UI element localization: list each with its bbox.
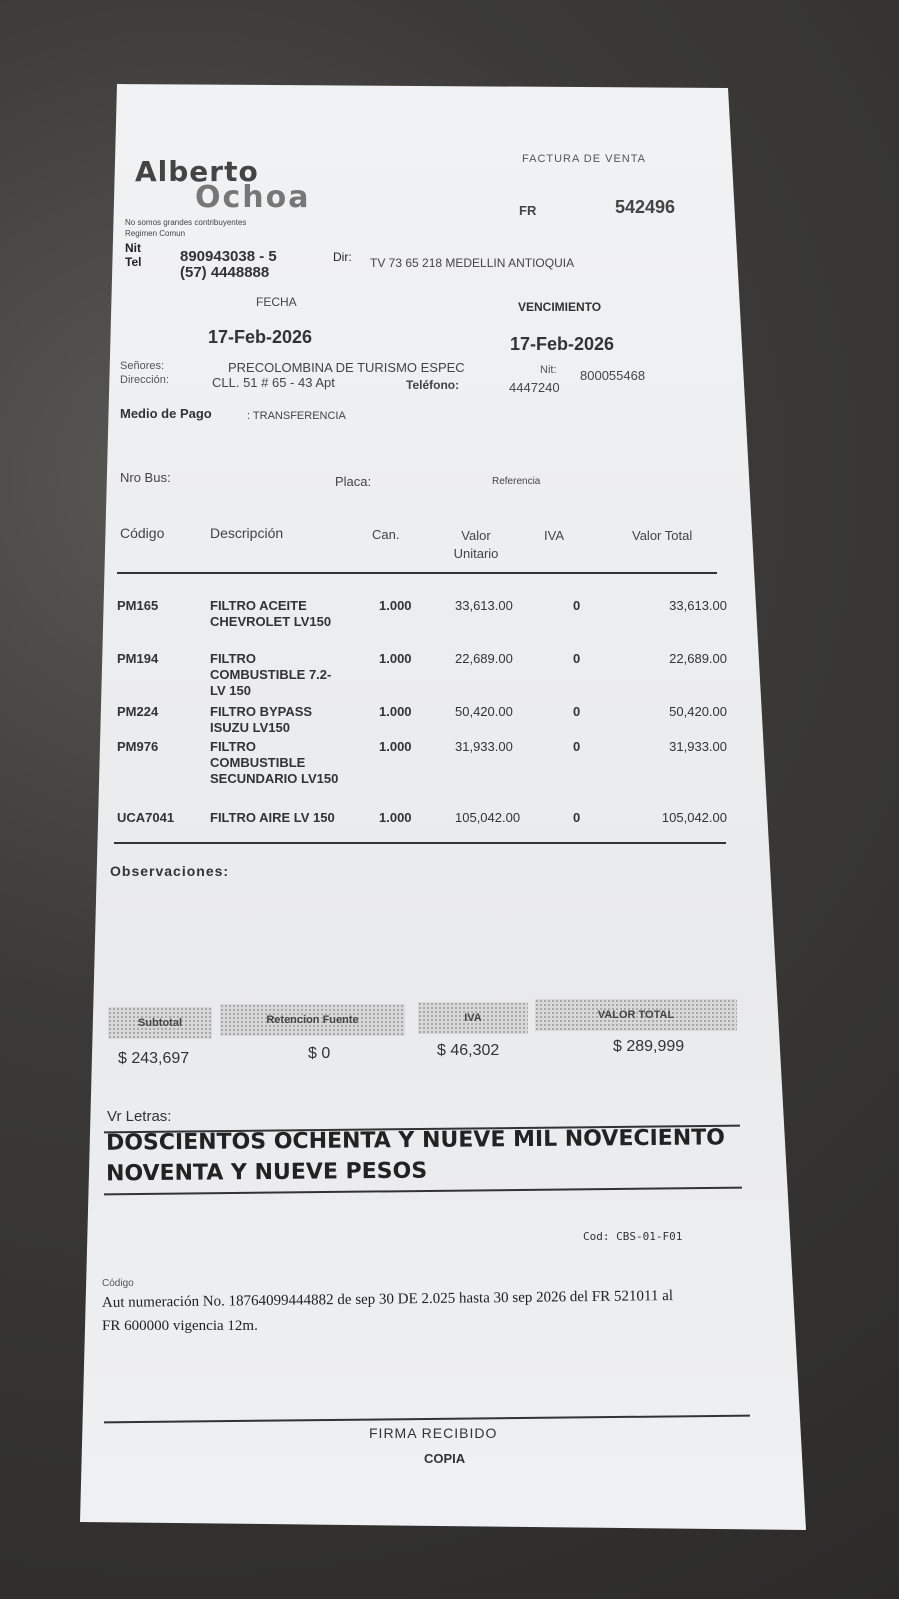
item-unit-price: 105,042.00 <box>455 810 521 825</box>
item-code: PM194 <box>117 651 159 666</box>
direccion-label: Dirección: <box>120 374 169 386</box>
col-header-valor-total: Valor Total <box>632 528 693 543</box>
col-header-iva: IVA <box>544 528 564 543</box>
nit-label: Nit <box>125 241 141 255</box>
fecha-label: FECHA <box>256 295 297 309</box>
item-quantity: 1.000 <box>379 739 412 754</box>
item-description: FILTRO AIRE LV 150 <box>210 810 335 825</box>
tel-label: Tel <box>125 255 142 269</box>
subtotal-value: $ 243,697 <box>118 1050 190 1067</box>
item-iva: 0 <box>573 739 581 754</box>
retencion-value: $ 0 <box>308 1045 331 1062</box>
item-unit-price: 22,689.00 <box>455 651 513 666</box>
item-quantity: 1.000 <box>379 704 412 719</box>
item-unit-price: 33,613.00 <box>455 598 513 613</box>
vencimiento-value: 17-Feb-2026 <box>510 334 615 354</box>
item-unit-price: 50,420.00 <box>455 704 513 719</box>
col-header-valor-unitario: Valor Unitario <box>453 528 499 561</box>
company-nit: 890943038 - 5 <box>180 248 277 265</box>
nro-bus-label: Nro Bus: <box>120 470 171 485</box>
col-header-codigo: Código <box>120 525 165 541</box>
item-iva: 0 <box>573 598 581 613</box>
company-address: TV 73 65 218 MEDELLIN ANTIOQUIA <box>370 256 575 270</box>
valor-total-label: VALOR TOTAL <box>535 999 737 1031</box>
medio-pago-value: : TRANSFERENCIA <box>247 410 346 422</box>
tagline-1: No somos grandes contribuyentes <box>125 218 247 227</box>
item-quantity: 1.000 <box>379 651 412 666</box>
numbering-authorization-line2: FR 600000 vigencia 12m. <box>102 1318 258 1334</box>
company-logo-line1: Alberto <box>135 155 259 188</box>
col-header-cantidad: Can. <box>372 527 400 542</box>
vencimiento-label: VENCIMIENTO <box>518 300 602 314</box>
vr-letras-label: Vr Letras: <box>107 1108 172 1125</box>
dir-label: Dir: <box>333 250 352 264</box>
item-total: 22,689.00 <box>669 651 727 666</box>
copia-label: COPIA <box>424 1451 466 1466</box>
observaciones-label: Observaciones: <box>110 863 230 879</box>
item-iva: 0 <box>573 651 581 666</box>
fecha-value: 17-Feb-2026 <box>208 327 313 347</box>
client-nit: 800055468 <box>580 368 646 383</box>
item-description: FILTRO ACEITE CHEVROLET LV150 <box>210 598 332 629</box>
client-nit-label: Nit: <box>540 364 557 376</box>
item-code: PM165 <box>117 598 159 613</box>
item-code: UCA7041 <box>117 810 175 825</box>
form-code: Cod: CBS-01-F01 <box>583 1230 683 1243</box>
item-total: 105,042.00 <box>661 810 727 825</box>
iva-total-label: IVA <box>418 1002 528 1034</box>
amount-in-words-line2: NOVENTA Y NUEVE PESOS <box>105 1158 428 1187</box>
item-code: PM224 <box>117 704 159 719</box>
company-logo-line2: Ochoa <box>195 180 311 215</box>
telefono-label: Teléfono: <box>406 378 460 392</box>
table-header-divider <box>117 572 717 574</box>
col-header-descripcion: Descripción <box>210 525 284 541</box>
item-total: 33,613.00 <box>669 598 727 613</box>
amount-in-words-line1: DOSCIENTOS OCHENTA Y NUEVE MIL NOVECIENTO <box>105 1125 726 1156</box>
item-description: FILTRO BYPASS ISUZU LV150 <box>210 704 313 735</box>
item-description: FILTRO COMBUSTIBLE 7.2-LV 150 <box>210 651 332 698</box>
client-address: CLL. 51 # 65 - 43 Apt <box>212 375 335 390</box>
item-quantity: 1.000 <box>379 810 412 825</box>
referencia-label: Referencia <box>492 476 541 487</box>
item-total: 31,933.00 <box>669 739 727 754</box>
invoice-prefix: FR <box>519 203 537 218</box>
item-iva: 0 <box>573 704 581 719</box>
numbering-authorization-line1: Aut numeración No. 18764099444882 de sep 30 DE 2.025 hasta 30 sep 2026 del FR 521011 al <box>101 1288 674 1311</box>
item-iva: 0 <box>573 810 581 825</box>
item-quantity: 1.000 <box>379 598 412 613</box>
senores-label: Señores: <box>120 360 165 372</box>
valor-total-value: $ 289,999 <box>613 1038 685 1055</box>
company-tel: (57) 4448888 <box>180 264 270 281</box>
table-footer-divider <box>114 842 726 844</box>
placa-label: Placa: <box>335 474 372 489</box>
subtotal-label: Subtotal <box>108 1007 212 1039</box>
client-phone: 4447240 <box>509 380 560 395</box>
invoice-number: 542496 <box>615 197 676 217</box>
client-name: PRECOLOMBINA DE TURISMO ESPEC <box>228 360 465 375</box>
item-total: 50,420.00 <box>669 704 727 719</box>
item-code: PM976 <box>117 739 159 754</box>
item-unit-price: 31,933.00 <box>455 739 513 754</box>
document-type: FACTURA DE VENTA <box>522 153 646 165</box>
tagline-2: Regimen Comun <box>125 229 186 238</box>
iva-total-value: $ 46,302 <box>437 1042 500 1059</box>
codigo-label: Código <box>102 1278 134 1289</box>
firma-recibido-label: FIRMA RECIBIDO <box>369 1425 498 1441</box>
medio-pago-label: Medio de Pago <box>120 406 212 421</box>
retencion-label: Retencion Fuente <box>220 1004 405 1036</box>
item-description: FILTRO COMBUSTIBLE SECUNDARIO LV150 <box>210 739 339 786</box>
